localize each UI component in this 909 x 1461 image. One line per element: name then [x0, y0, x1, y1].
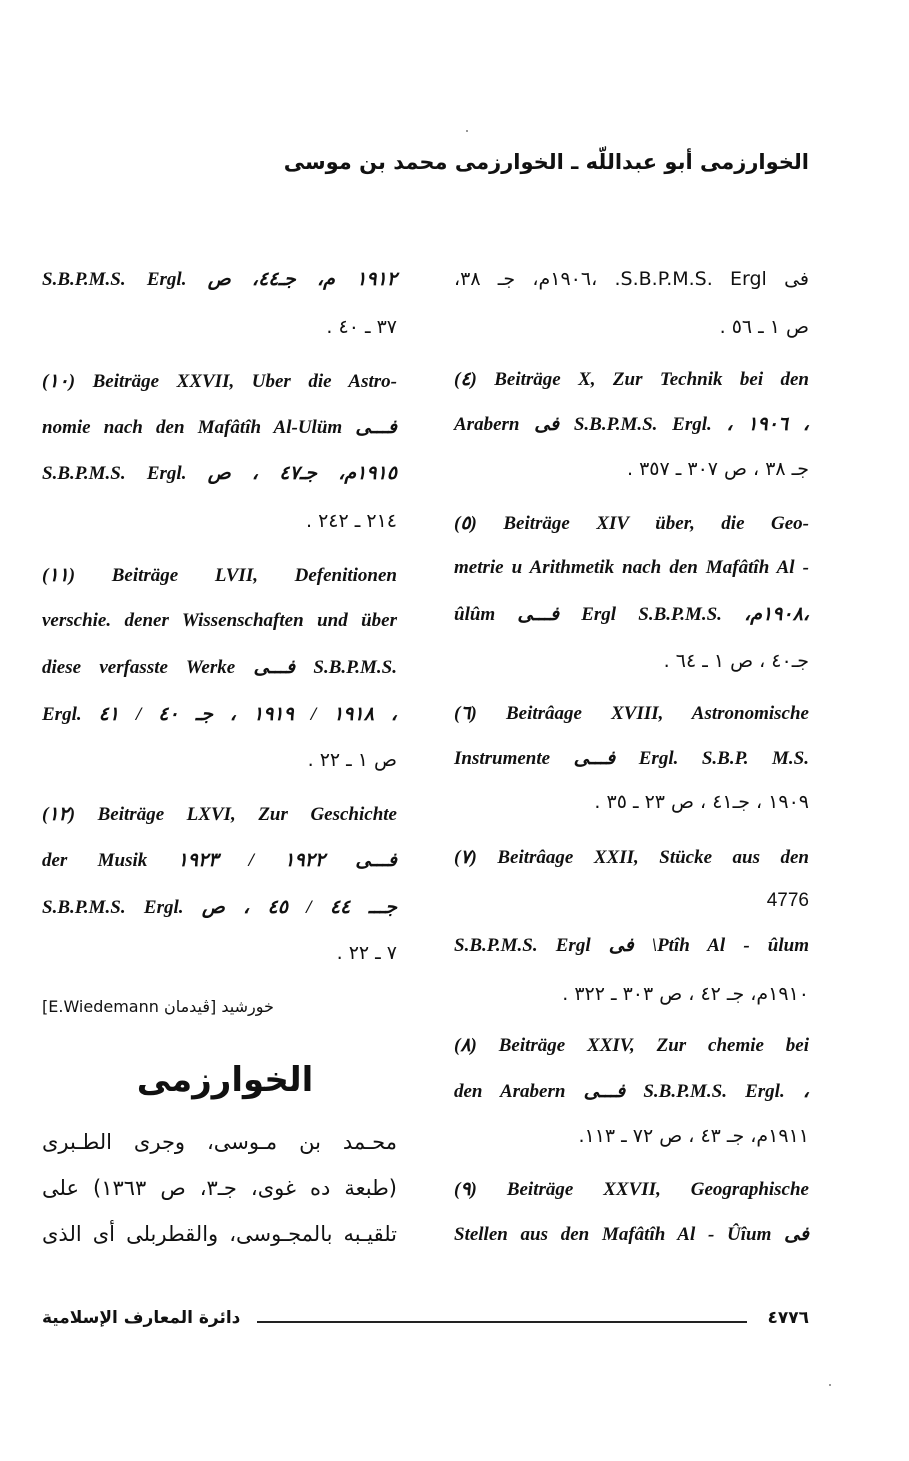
footer-publication: دائرة المعارف الإسلامية	[42, 1308, 241, 1328]
footnote-7: (٧) Beitrâage XXII, Stücke aus den	[454, 847, 809, 868]
author-signature: خورشيد [ڤيدمان E.Wiedemann]	[42, 997, 274, 1016]
left-col-line: S.B.P.M.S. Ergl. جـــ ٤٤ / ٤٥ ، ص	[42, 897, 398, 918]
right-col-line: Instrumente فـــى Ergl. S.B.P. M.S.	[454, 748, 809, 769]
footnote-12: (١٢) Beiträge LXVI, Zur Geschichte	[42, 804, 397, 825]
right-col-line: فى Stellen aus den Mafâtîh Al - Ûîum	[454, 1224, 810, 1245]
footnote-4: (٤) Beiträge X, Zur Technik bei den	[454, 369, 809, 390]
right-col-line: 4776	[766, 890, 809, 911]
right-col-line: metrie u Arithmetik nach den Mafâtîh Al -	[454, 557, 809, 578]
right-col-line: جـ ٣٨ ، ص ٣٠٧ ـ ٣٥٧ .	[626, 458, 809, 480]
page-header: الخوارزمى أبو عبداللّه ـ الخوارزمى محمد بن موسى	[283, 150, 809, 174]
right-col-line: جـ٤٠ ، ص ١ ـ ٦٤ .	[663, 650, 809, 672]
right-col-line: ص ١ ـ ٥٦ .	[719, 316, 809, 338]
footnote-8: (٨) Beiträge XXIV, Zur chemie bei	[454, 1035, 809, 1056]
left-col-line: nomie nach den Mafâtîh Al-Ulüm فـــى	[42, 417, 397, 438]
right-col-line: ١٩١١م، جـ ٤٣ ، ص ٧٢ ـ ١١٣.	[578, 1125, 809, 1147]
left-col-line: S.B.P.M.S. Ergl. ١٩١٥م، جـ٤٧ ، ص	[42, 463, 397, 484]
left-col-line: ص ١ ـ ٢٢ .	[307, 749, 397, 771]
page-number: ٤٧٧٦	[767, 1308, 809, 1328]
left-col-line: diese verfasste Werke فـــى S.B.P.M.S.	[42, 657, 397, 678]
scan-speck	[829, 1384, 831, 1386]
left-col-line: Ergl. ١٩١٨ / ١٩١٩ ، جـ ٤٠ / ٤١ ،	[42, 704, 398, 725]
scan-speck	[466, 130, 468, 132]
footnote-11: (١١) Beiträge LVII, Defenitionen	[42, 565, 397, 586]
right-col-line: den Arabern فـــى S.B.P.M.S. Ergl. ،	[454, 1081, 809, 1102]
right-col-line: ûlûm فـــى Ergl S.B.P.M.S. ،١٩٠٨م،	[454, 604, 809, 625]
right-col-line: ١٩٠٩ ، جـ٤١ ، ص ٢٣ ـ ٣٥ .	[594, 791, 809, 813]
article-line: تلقيـبه بالمجـوسى، والقطربلى أى الذى	[42, 1222, 397, 1246]
article-line: (طبعة ده غوى، جـ٣، ص ١٣٦٣) على	[42, 1176, 397, 1200]
footnote-5: (٥) Beiträge XIV über, die Geo-	[454, 513, 809, 534]
footnote-6: (٦) Beitrâage XVIII, Astronomische	[454, 703, 809, 724]
left-col-line: ٢١٤ ـ ٢٤٢ .	[306, 510, 397, 532]
footnote-10: (١٠) Beiträge XXVII, Uber die Astro-	[42, 371, 397, 392]
footnote-9: (٩) Beiträge XXVII, Geographische	[454, 1179, 809, 1200]
article-title: الخوارزمى	[136, 1060, 314, 1100]
left-col-line: ٣٧ ـ ٤٠ .	[326, 316, 397, 338]
right-col-line: Arabern فى S.B.P.M.S. Ergl. ، ١٩٠٦ ،	[454, 414, 809, 435]
left-col-line: der Musik فـــى ١٩٢٢ / ١٩٢٣	[42, 850, 398, 871]
article-line: محـمد بن مـوسى، وجرى الطـبرى	[42, 1130, 397, 1154]
footer-rule	[257, 1321, 747, 1323]
left-col-line: verschie. dener Wissenschaften und über	[42, 610, 397, 631]
right-col-line: فى S.B.P.M.S. Ergl. ،١٩٠٦م، جـ ٣٨،	[454, 268, 809, 290]
left-col-line: S.B.P.M.S. Ergl. ١٩١٢ م، جـ٤٤، ص	[42, 269, 398, 290]
left-col-line: ٧ ـ ٢٢ .	[336, 942, 397, 964]
right-col-line: S.B.P.M.S. Ergl فى \Ptîh Al - ûlum	[454, 935, 809, 956]
right-col-line: ١٩١٠م، جـ ٤٢ ، ص ٣٠٣ ـ ٣٢٢ .	[562, 983, 809, 1005]
